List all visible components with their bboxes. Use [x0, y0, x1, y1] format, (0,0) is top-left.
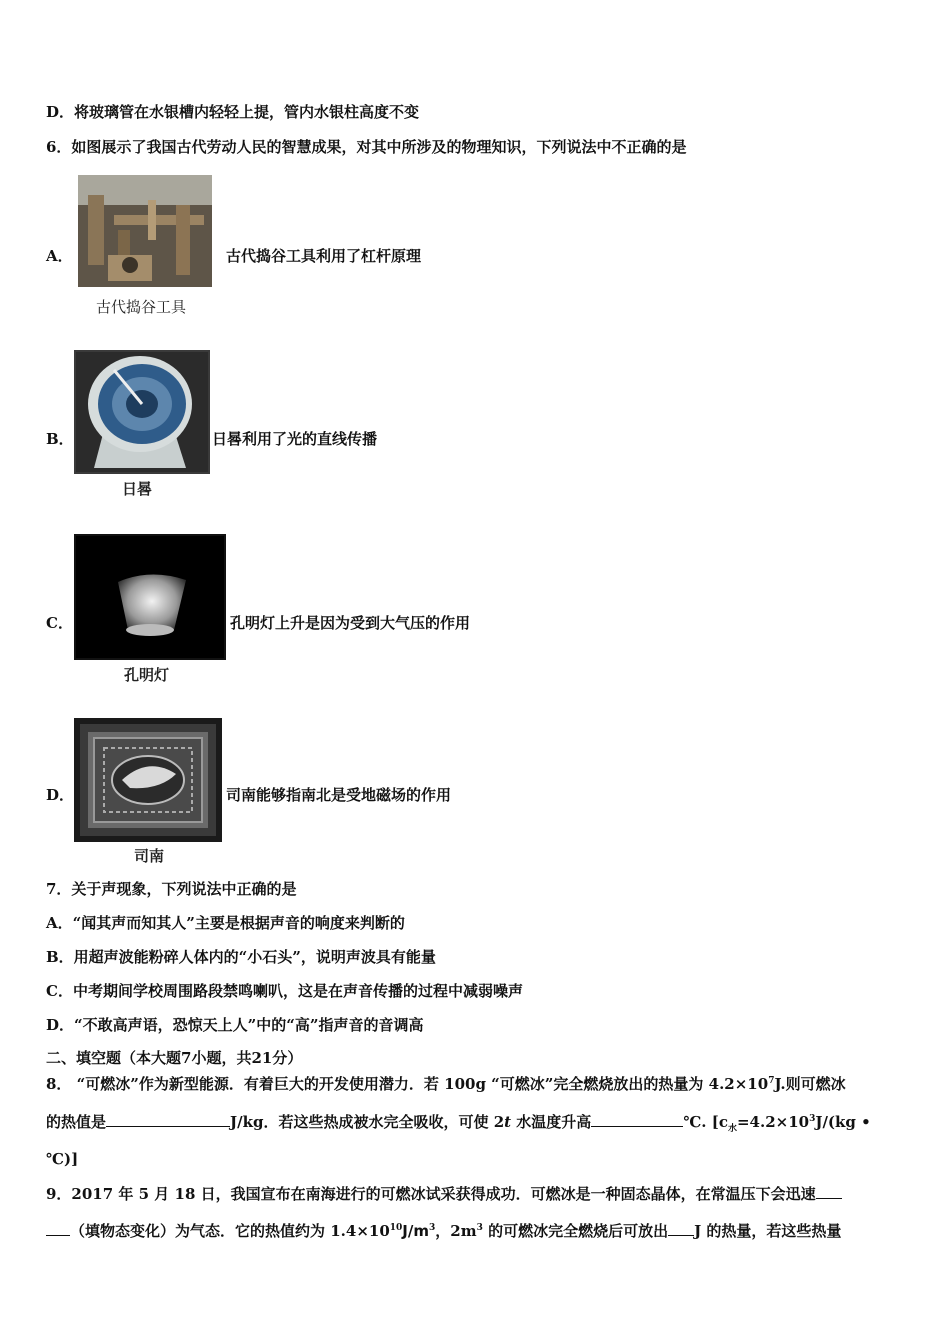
q8-line-3: ℃)] [46, 1150, 79, 1168]
q9-blank-heat-released[interactable] [668, 1221, 694, 1236]
sinan-compass-image [74, 718, 222, 842]
q6-option-c-letter: C． [46, 614, 73, 632]
q7-option-a: A．“闻其声而知其人”主要是根据声音的响度来判断的 [46, 914, 405, 932]
sundial-image [74, 350, 210, 474]
pestle-tool-caption: 古代捣谷工具 [96, 298, 187, 316]
pestle-tool-image [78, 175, 212, 287]
sundial-caption: 日晷 [122, 480, 153, 498]
q6-option-b-text: 日晷利用了光的直线传播 [212, 430, 378, 448]
q5-option-d: D．将玻璃管在水银槽内轻轻上提，管内水银柱高度不变 [46, 103, 420, 121]
q6-option-d-text: 司南能够指南北是受地磁场的作用 [226, 786, 452, 804]
q9-line-1: 9．2017 年 5 月 18 日，我国宣布在南海进行的可燃冰试采获得成功．可燃冰是一种固态晶体，在常温压下会迅速 [46, 1184, 842, 1204]
q9-blank-state-change-a[interactable] [816, 1184, 842, 1199]
q8-blank-heat-value[interactable] [106, 1112, 230, 1127]
section-2-title: 二、填空题（本大题7小题，共21分） [46, 1049, 303, 1067]
q7-option-d: D．“不敢高声语，恐惊天上人”中的“高”指声音的音调高 [46, 1016, 424, 1034]
sky-lantern-image [74, 534, 226, 660]
q6-option-c-text: 孔明灯上升是因为受到大气压的作用 [230, 614, 471, 632]
sinan-caption: 司南 [134, 847, 165, 865]
q6-option-d-letter: D． [46, 786, 75, 804]
q7-stem: 7．关于声现象，下列说法中正确的是 [46, 880, 297, 898]
q7-option-b: B．用超声波能粉碎人体内的“小石头”，说明声波具有能量 [46, 948, 436, 966]
q6-option-b-letter: B． [46, 430, 74, 448]
q6-option-a-letter: A． [46, 247, 73, 265]
q6-stem: 6．如图展示了我国古代劳动人民的智慧成果，对其中所涉及的物理知识，下列说法中不正确的是 [46, 138, 687, 156]
q6-option-a-text: 古代捣谷工具利用了杠杆原理 [226, 247, 422, 265]
q8-blank-temperature-rise[interactable] [591, 1112, 683, 1127]
q9-line-2: （填物态变化）为气态．它的热值约为 $1.4\times 10^{10}J/m^3$，$2m^3$ 的可燃冰完全燃烧后可放出 J 的热量，若这些热量 [46, 1221, 841, 1241]
sky-lantern-caption: 孔明灯 [124, 666, 170, 684]
q8-line-1: 8． “可燃冰”作为新型能源．有着巨大的开发使用潜力．若 100g “可燃冰”完全燃烧放出的热量为 $4.2\times 10^7J$.则可燃冰 [46, 1075, 846, 1093]
q9-blank-state-change-b[interactable] [46, 1221, 70, 1236]
q8-line-2: 的热值是 J/kg．若这些热成被水完全吸收，可使 2t 水温度升高 ℃. [$c_水=4.2\times 10^3J/(kg$ • [46, 1113, 871, 1134]
q7-option-c: C．中考期间学校周围路段禁鸣喇叭，这是在声音传播的过程中减弱噪声 [46, 982, 523, 1000]
